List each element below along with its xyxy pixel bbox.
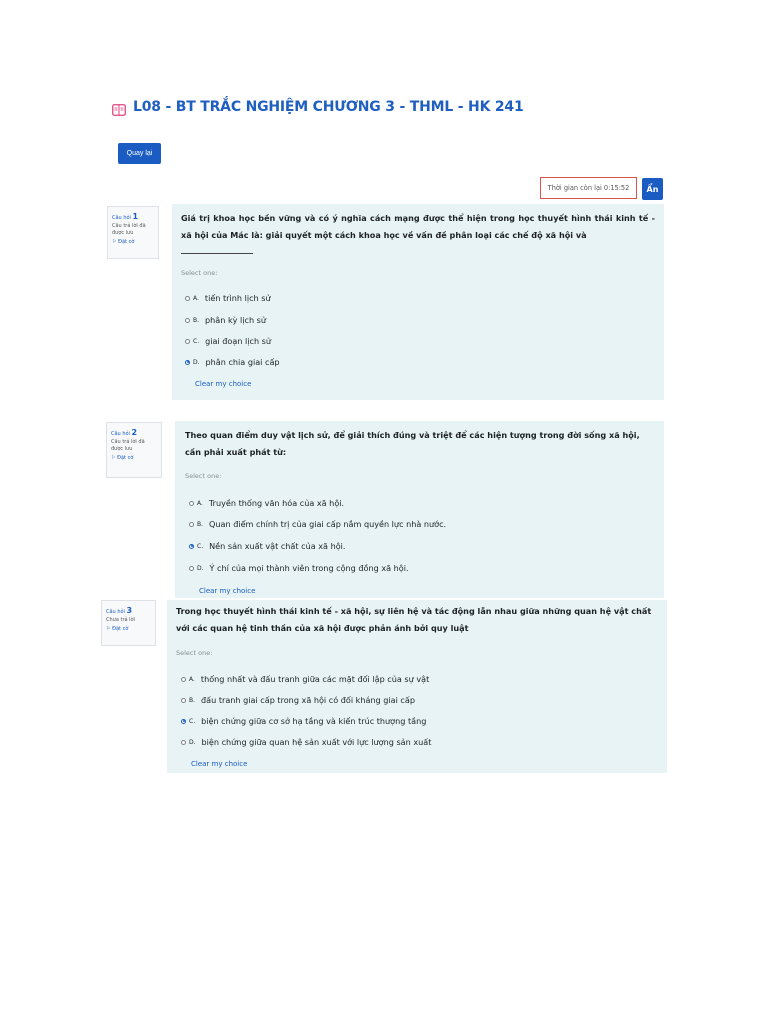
radio-button[interactable]: [185, 318, 190, 323]
clear-choice-link[interactable]: Clear my choice: [199, 587, 256, 595]
radio-button[interactable]: [185, 339, 190, 344]
back-button[interactable]: Quay lại: [118, 143, 161, 164]
answer-blank: [181, 245, 253, 254]
answer-option[interactable]: B. đấu tranh giai cấp trong xã hội có đối kháng giai cấp: [181, 695, 415, 705]
question-info-3: Câu hỏi 3 Chưa trả lời ⚐ Đặt cờ: [101, 600, 156, 646]
select-one-label: Select one:: [181, 269, 218, 277]
radio-button-selected[interactable]: [189, 544, 194, 549]
flag-question-button[interactable]: ⚐ Đặt cờ: [112, 239, 135, 246]
radio-button[interactable]: [181, 677, 186, 682]
flag-icon: ⚐: [112, 239, 117, 246]
radio-button[interactable]: [181, 740, 186, 745]
page-title: L08 - BT TRẮC NGHIỆM CHƯƠNG 3 - THML - HK 241: [133, 99, 524, 115]
answer-option[interactable]: C. giai đoạn lịch sử: [185, 336, 271, 346]
question-status: Câu trả lời đã được lưu: [111, 438, 145, 452]
question-text: Giá trị khoa học bền vững và có ý nghĩa cách mạng được thể hiện trong học thuyết hình thái kinh tế - xã hội của Mác là: giải quyết một cách khoa học về vấn đề phân loại các chế độ xã hội và: [181, 210, 655, 260]
question-info-1: Câu hỏi 1 Câu trả lời đã được lưu ⚐ Đặt cờ: [107, 206, 159, 259]
radio-button-selected[interactable]: [181, 719, 186, 724]
question-text: Trong học thuyết hình thái kinh tế - xã hội, sự liên hệ và tác động lẫn nhau giữa những quan hệ vật chất với các quan hệ tinh thần của xã hội được phản ánh bởi quy luật: [176, 606, 652, 633]
clear-choice-link[interactable]: Clear my choice: [195, 380, 252, 388]
radio-button[interactable]: [181, 698, 186, 703]
flag-question-button[interactable]: ⚐ Đặt cờ: [106, 625, 129, 632]
answer-option[interactable]: C. biện chứng giữa cơ sở hạ tầng và kiến trúc thượng tầng: [181, 716, 426, 726]
flag-question-button[interactable]: ⚐ Đặt cờ: [111, 455, 134, 462]
timer-display: Thời gian còn lại 0:15:52: [540, 177, 637, 199]
radio-button[interactable]: [185, 296, 190, 301]
question-number: 3: [126, 606, 133, 615]
answer-option[interactable]: B. phân kỳ lịch sử: [185, 315, 266, 325]
question-text: Theo quan điểm duy vật lịch sử, để giải thích đúng và triệt để các hiện tượng trong đời sống xã hội, cần phải xuất phát từ:: [185, 430, 640, 457]
flag-icon: ⚐: [111, 455, 116, 462]
question-card-3: [167, 600, 667, 773]
question-card-1: [172, 204, 664, 400]
radio-button[interactable]: [189, 501, 194, 506]
answer-option[interactable]: A. tiến trình lịch sử: [185, 293, 271, 303]
answer-option[interactable]: A. Truyền thống văn hóa của xã hội.: [189, 498, 344, 508]
answer-option[interactable]: A. thống nhất và đấu tranh giữa các mặt đối lập của sự vật: [181, 674, 429, 684]
page-header: [112, 99, 524, 115]
select-one-label: Select one:: [176, 649, 213, 657]
answer-option[interactable]: D. biện chứng giữa quan hệ sản xuất với lực lượng sản xuất: [181, 737, 431, 747]
quiz-icon: [112, 101, 126, 113]
question-card-2: [175, 421, 664, 598]
answer-option[interactable]: C. Nền sản xuất vật chất của xã hội.: [189, 541, 345, 551]
question-status: Câu trả lời đã được lưu: [112, 222, 146, 236]
answer-option[interactable]: D. Ý chí của mọi thành viên trong cộng đồng xã hội.: [189, 563, 409, 573]
radio-button[interactable]: [189, 522, 194, 527]
flag-icon: ⚐: [106, 625, 111, 632]
select-one-label: Select one:: [185, 472, 222, 480]
hide-timer-button[interactable]: Ẩn: [642, 178, 663, 200]
radio-button[interactable]: [189, 566, 194, 571]
answer-option[interactable]: D. phân chia giai cấp: [185, 357, 280, 367]
clear-choice-link[interactable]: Clear my choice: [191, 760, 248, 768]
question-status: Chưa trả lời: [106, 616, 135, 623]
question-info-2: Câu hỏi 2 Câu trả lời đã được lưu ⚐ Đặt cờ: [106, 422, 162, 478]
radio-button-selected[interactable]: [185, 360, 190, 365]
question-number: 2: [131, 428, 138, 437]
question-number: 1: [132, 212, 139, 221]
answer-option[interactable]: B. Quan điểm chính trị của giai cấp nắm quyền lực nhà nước.: [189, 519, 446, 529]
